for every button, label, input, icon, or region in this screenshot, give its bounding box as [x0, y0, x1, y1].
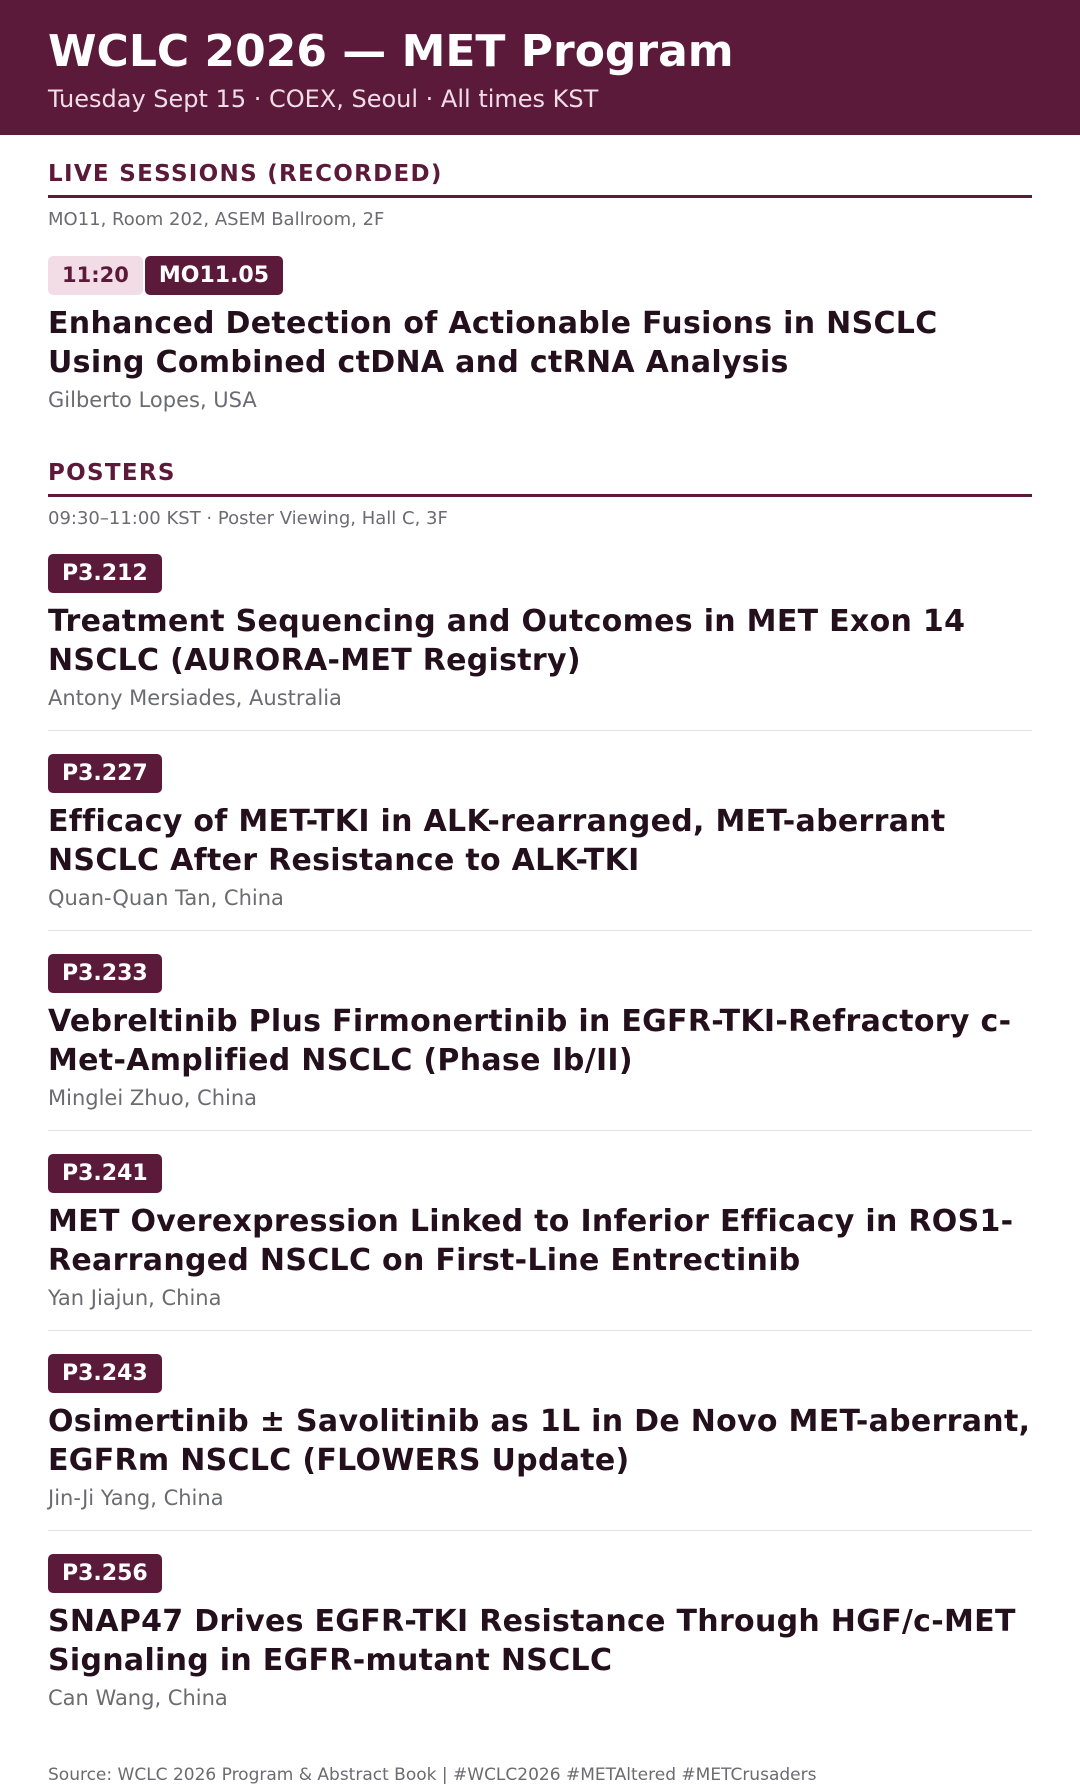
poster-title: Osimertinib ± Savolitinib as 1L in De Novo MET-aberrant, EGFRm NSCLC (FLOWERS Update)	[48, 1404, 1031, 1478]
poster-code-badge: P3.241	[48, 1154, 162, 1193]
poster-title: SNAP47 Drives EGFR-TKI Resistance Through HGF/c-MET Signaling in EGFR-mutant NSCLC	[48, 1604, 1016, 1678]
poster-item	[48, 1131, 1032, 1331]
source-footer: Source: WCLC 2026 Program & Abstract Book | #WCLC2026 #METAltered #METCrusaders	[48, 1765, 817, 1785]
poster-author: Yan Jiajun, China	[48, 1286, 222, 1310]
poster-item	[48, 731, 1032, 931]
poster-list	[48, 544, 1032, 1730]
session-code-badge: MO11.05	[145, 256, 283, 295]
posters-heading: POSTERS	[48, 458, 1032, 497]
poster-author: Minglei Zhuo, China	[48, 1086, 258, 1110]
session-time-badge: 11:20	[48, 256, 143, 295]
poster-title: Vebreltinib Plus Firmonertinib in EGFR-TKI-Refractory c-Met-Amplified NSCLC (Phase Ib/II)	[48, 1004, 1012, 1078]
poster-author: Quan-Quan Tan, China	[48, 886, 284, 910]
poster-code-badge: P3.227	[48, 754, 162, 793]
program-content	[0, 135, 1080, 1786]
poster-code-badge: P3.212	[48, 554, 162, 593]
live-sessions-heading: LIVE SESSIONS (RECORDED)	[48, 159, 1032, 198]
poster-author: Antony Mersiades, Australia	[48, 686, 342, 710]
live-sessions-location: MO11, Room 202, ASEM Ballroom, 2F	[48, 209, 385, 230]
poster-author: Can Wang, China	[48, 1686, 228, 1710]
session-title: Enhanced Detection of Actionable Fusions in NSCLC Using Combined ctDNA and ctRNA Analysis	[48, 306, 938, 380]
poster-title: Efficacy of MET-TKI in ALK-rearranged, MET-aberrant NSCLC After Resistance to ALK-TKI	[48, 804, 946, 878]
poster-code-badge: P3.233	[48, 954, 162, 993]
session-badges	[48, 256, 1032, 295]
poster-title: Treatment Sequencing and Outcomes in MET Exon 14 NSCLC (AURORA-MET Registry)	[48, 604, 966, 678]
posters-section	[48, 458, 1032, 1730]
poster-item	[48, 931, 1032, 1131]
page-subtitle: Tuesday Sept 15 · COEX, Seoul · All times KST	[48, 85, 599, 113]
posters-schedule: 09:30–11:00 KST · Poster Viewing, Hall C, 3F	[48, 508, 448, 529]
poster-item	[48, 1331, 1032, 1531]
poster-code-badge: P3.243	[48, 1354, 162, 1393]
page-header	[0, 0, 1080, 135]
page-title: WCLC 2026 — MET Program	[48, 26, 734, 77]
poster-author: Jin-Ji Yang, China	[48, 1486, 224, 1510]
live-sessions-section	[48, 135, 1032, 414]
poster-code-badge: P3.256	[48, 1554, 162, 1593]
poster-title: MET Overexpression Linked to Inferior Efficacy in ROS1-Rearranged NSCLC on First-Line Entrectinib	[48, 1204, 1014, 1278]
poster-item	[48, 1531, 1032, 1730]
poster-item	[48, 544, 1032, 731]
session-author: Gilberto Lopes, USA	[48, 388, 257, 412]
live-session-item	[48, 256, 1032, 414]
